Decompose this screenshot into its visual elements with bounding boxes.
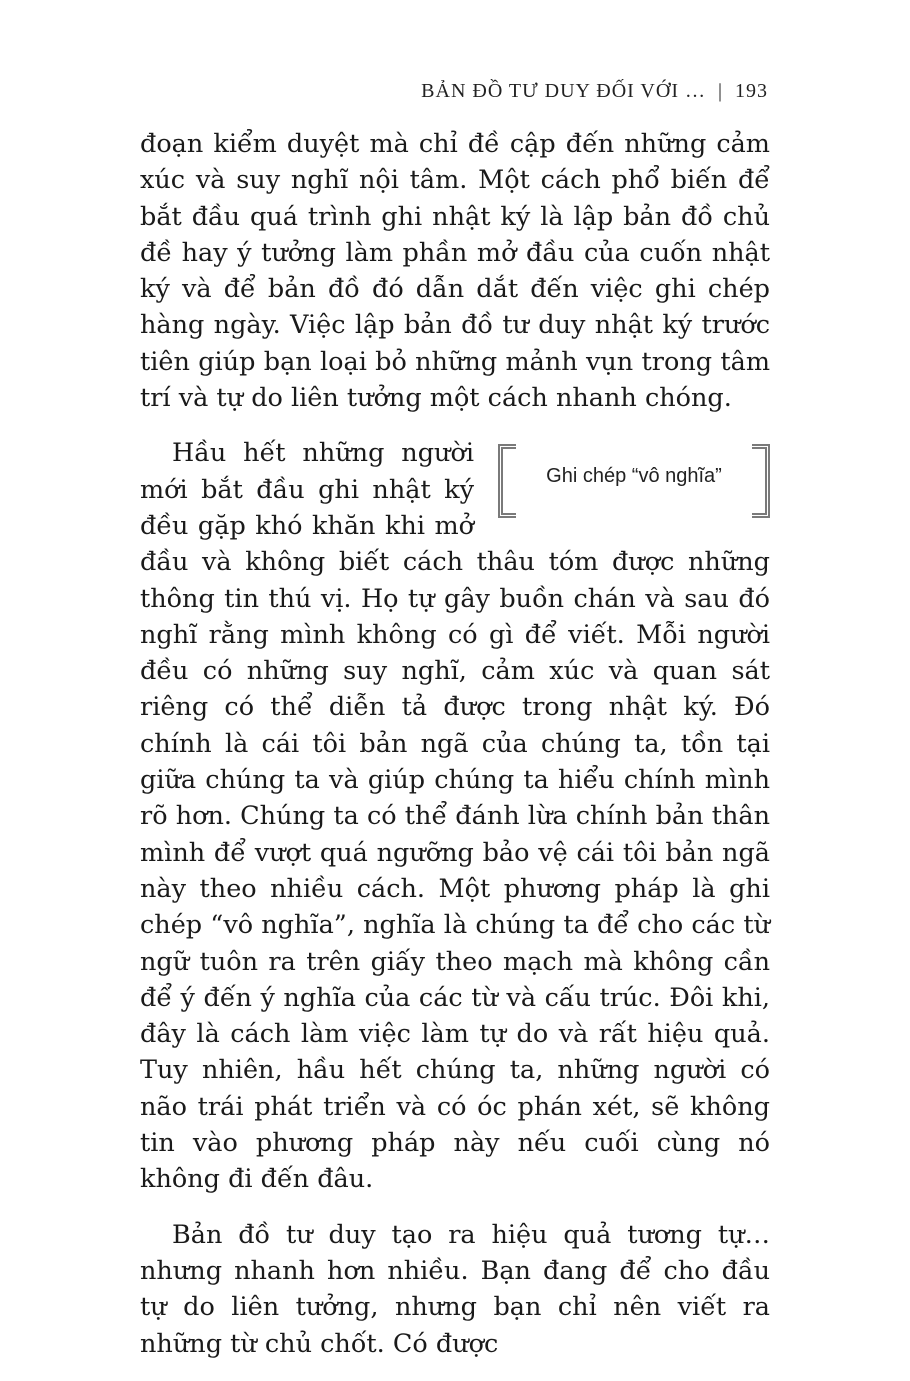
page-number: 193 (735, 80, 768, 102)
paragraph-2: Hầu hết những người mới bắt đầu ghi nhật ký đều gặp khó khăn khi mở đầu và không biết cách thâu tóm được những thông tin thú vị. Họ tự gây buồn chán và sau đó nghĩ rằng mình không có gì để viết. Mỗi người đều có những suy nghĩ, cảm xúc và quan sát riêng có thể diễn tả được trong nhật ký. Đó chính là cái tôi bản ngã của chúng ta, tồn tại giữa chúng ta và giúp chúng ta hiểu chính mình rõ hơn. Chúng ta có thể đánh lừa chính bản thân mình để vượt quá ngưỡng bảo vệ cái tôi bản ngã này theo nhiều cách. Một phương pháp là ghi chép “vô nghĩa”, nghĩa là chúng ta để cho các từ ngữ tuôn ra trên giấy theo mạch mà không cần để ý đến ý nghĩa của các từ và cấu trúc. Đôi khi, đây là cách làm việc làm tự do và rất hiệu quả. Tuy nhiên, hầu hết chúng ta, những người có não trái phát triển và có óc phán xét, sẽ không tin vào phương pháp này nếu cuối cùng nó không đi đến đâu. (140, 438, 770, 1195)
paragraph-1: đoạn kiểm duyệt mà chỉ đề cập đến những cảm xúc và suy nghĩ nội tâm. Một cách phổ biến để bắt đầu quá trình ghi nhật ký là lập bản đồ chủ đề hay ý tưởng làm phần mở đầu của cuốn nhật ký và để bản đồ đó dẫn dắt đến việc ghi chép hàng ngày. Việc lập bản đồ tư duy nhật ký trước tiên giúp bạn loại bỏ những mảnh vụn trong tâm trí và tự do liên tưởng một cách nhanh chóng. (140, 129, 770, 414)
running-header (421, 80, 768, 103)
pull-quote-text: Ghi chép “vô nghĩa” (546, 465, 722, 488)
page-body (140, 126, 770, 1381)
header-title: BẢN ĐỒ TƯ DUY ĐỐI VỚI … (421, 80, 706, 102)
header-separator: | (717, 80, 723, 102)
paragraph-3: Bản đồ tư duy tạo ra hiệu quả tương tự… nhưng nhanh hơn nhiều. Bạn đang để cho đầu tự do liên tưởng, nhưng bạn chỉ nên viết ra những từ chủ chốt. Có được (140, 1219, 770, 1359)
pull-quote-box (498, 444, 770, 518)
